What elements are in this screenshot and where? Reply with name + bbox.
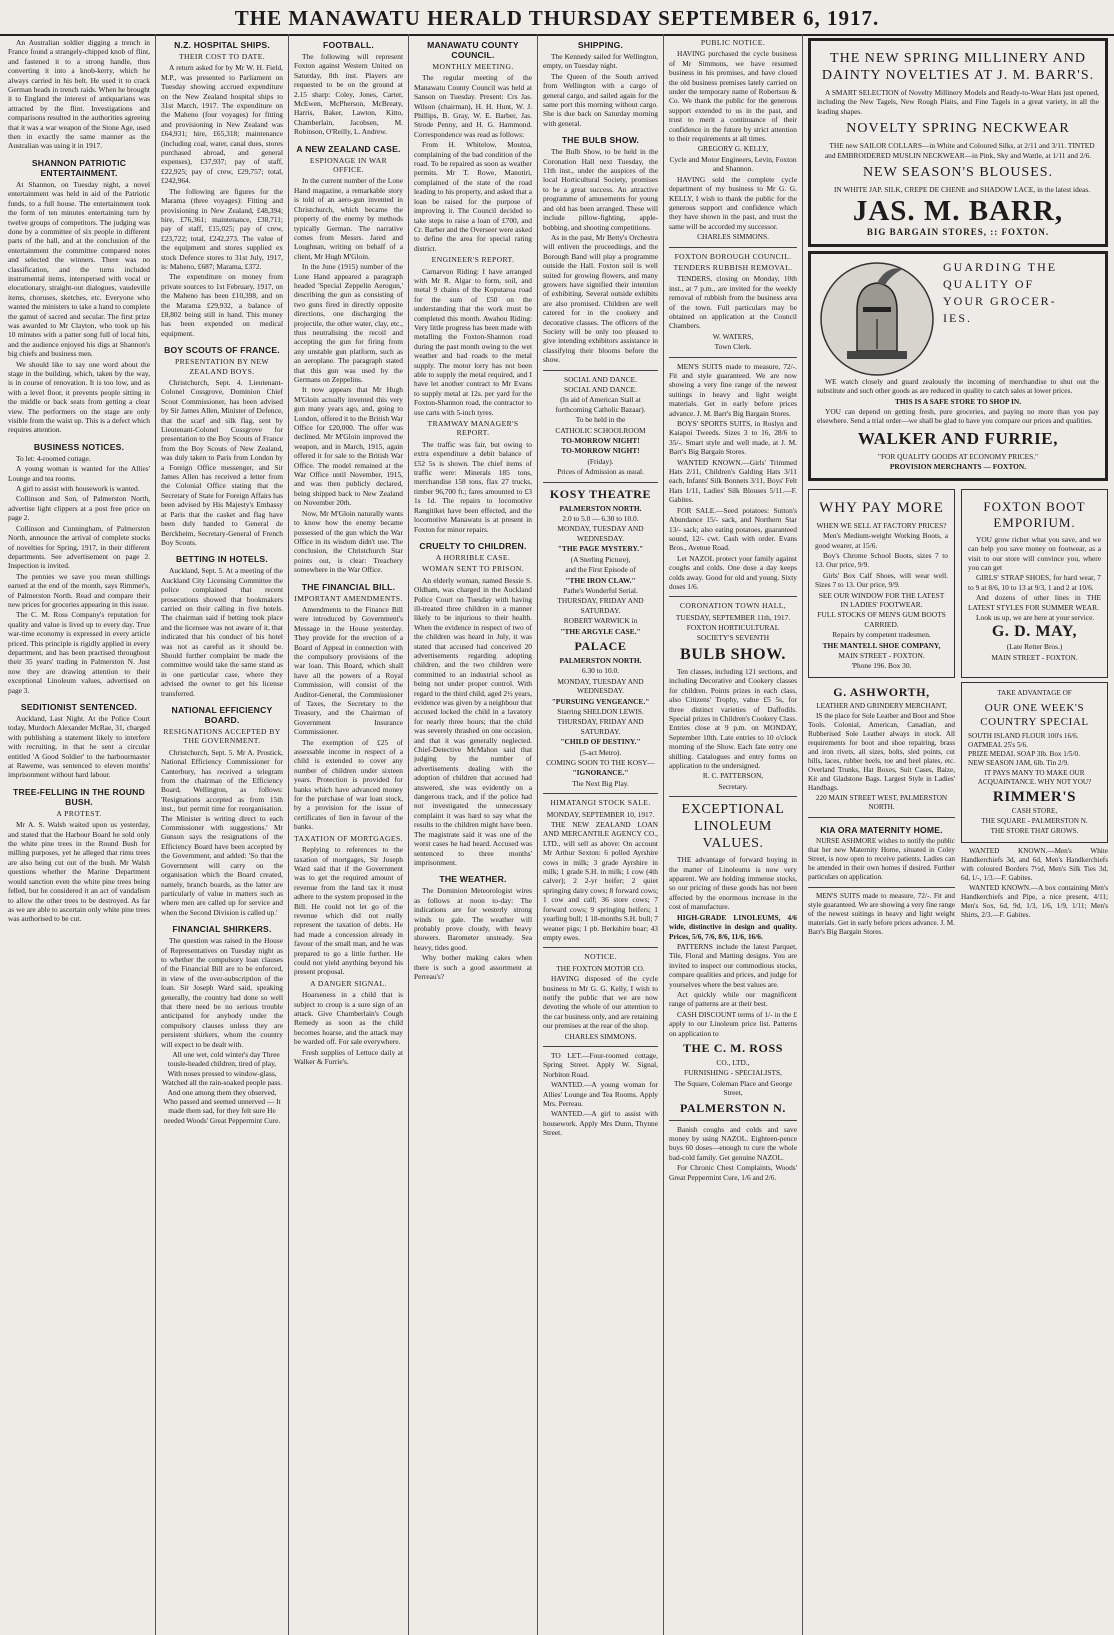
barr-text: A SMART SELECTION of Novelty Millinery Models and Ready-to-Wear Hats just opened, including the New Tagels, New Rough Plaits, and Fine Tagels in a great variety, in all the leading shapes. [817,88,1099,116]
article-text: In the current number of the Lone Hand magazine, a remarkable story is told of an aero-gun invented in Christchurch, which became the property of the enemy by methods typically German. The narrative comes from Messrs. Jared and Loughnan, writing on behalf of a client, Mr Hugh M'Gloin. [294,176,403,261]
mantell-gum-boots: FULL STOCKS OF MEN'S GUM BOOTS CARRIED. [817,610,946,629]
kosy-days: MONDAY, TUESDAY AND WEDNESDAY. [557,524,644,543]
kosy-film-note: and the First Episode of [565,565,636,575]
grocer-title-line: GUARDING THE [943,259,1058,274]
mantell-address: MAIN STREET - FOXTON. [838,650,925,660]
headline-tree-felling: TREE-FELLING IN THE ROUND BUSH. [13,786,145,807]
bulb-show-hall: CORONATION TOWN HALL, [679,601,787,611]
boot-emporium-text: YOU grow richer what you save, and we can help you save money on footwear, as a visit to our store will convince you, where you can get [968,534,1101,572]
knight-helmet-icon [817,259,937,377]
article-text: Why bother making cakes when there is such a good assortment at Perreau's? [414,953,532,981]
mantell-window: SEE OUR WINDOW FOR THE LATEST IN LADIES' FOOTWEAR. [818,590,945,609]
ross-company-address: The Square, Coleman Place and George Street, [673,1078,793,1098]
article-text: From H. Whitelow, Moutoa, complaining of the bad condition of the road. To be repaired as soon as weather permits. Mr T. Rowe, Manotiri, complained of the state of the road leading to his property, and asked that a loan be raised for the purpose of improving it. The Council decided to take steps to raise a loan of £700, and Cr. Barber and the Overseer were asked to define the area for special rating district. [414,140,532,253]
notice-sub: THE FOXTON MOTOR CO. [556,963,645,973]
headline-bulb-show: THE BULB SHOW. [561,135,640,146]
barr-text: THE new SAILOR COLLARS—in White and Coloured Silks, at 2/11 and 3/11. TINTED and EMBROIDERED MUSLIN NECKWEAR—in Pink, Sky and Wattle, at 1/11 and 2/6. [824,141,1095,160]
article-text: Hoarseness in a child that is subject to croup is a sure sign of an attack. Give Chamberlain's Cough Remedy as soon as the child becomes hoarse, and the attack may be warded off. For sale everywhere. [294,990,403,1047]
mantell-item: Men's Medium-weight Working Boots, a good wearer, at 15/6. [815,531,948,550]
walker-furrie-advert [808,251,1108,481]
ad-social-text: Prices of Admission as usual. [557,467,644,477]
article-text: We should like to say one word about the stage in the building, which, taken by the way, is in course of renovation. It is too low, and as with a level floor, it prevents people sitting in the middle or back seats from getting a clear view. The performers on the stage are only visible from the waist up. This is a defect which requires attention. [8,359,150,435]
ross-company-sub: FURNISHING - SPECIALISTS, [684,1068,782,1078]
ad-social-text: To be held in the [575,415,626,425]
divider [543,1046,658,1047]
walker-furrie-trade: PROVISION MERCHANTS — FOXTON. [889,462,1027,472]
column-7 [808,38,1108,1632]
article-text: Fresh supplies of Lettuce daily at Walker & Furrie's. [294,1047,403,1067]
kosy-days: THURSDAY, FRIDAY AND SATURDAY. [557,596,644,615]
classified-ad: WANTED KNOWN.—A box containing Men's Handkerchiefs and Pipe, a nice present, 4/11; Men's Sox, 6d, 9d, 1/3, 1/6, 1/9, 1/11; Men's Shirts, 2/3.—F. Gabites. [961,883,1108,919]
bulb-show-signature: Secretary. [718,781,748,791]
subheadline-danger-signal: A DANGER SIGNAL. [310,978,387,988]
notice-signature: Town Clerk. [714,342,752,352]
divider [543,793,658,794]
mantell-item: Girls' Box Calf Shoes, will wear well. Sizes 7 to 13. Our price, 9/9. [815,570,948,590]
column-2 [161,38,283,1632]
grocer-title-line: YOUR GROCER- [943,293,1057,308]
lower-adverts-row [808,682,1108,938]
classified-ad: WANTED.—A young woman for Allies' Lounge and Tea Rooms. Apply Mrs. Perreau. [543,1080,658,1108]
headline-football: FOOTBALL. [323,40,374,50]
palace-film-note: Starring SHELDON LEWIS. [557,706,644,716]
bulb-show-signature: R. C. PATTERSON, [702,771,764,781]
classified-ad: TO LET.—Four-roomed cottage, Spring Street. Apply W. Signal, Norbiton Road. [543,1050,658,1079]
subheadline-tramway: TRAMWAY MANAGER'S REPORT. [427,419,519,438]
subheadline: A HORRIBLE CASE. [435,552,511,562]
divider [669,796,797,797]
rimmers-slogan: THE STORE THAT GROWS. [990,826,1079,835]
article-text: It now appears that Mr Hugh M'Gloin actually invented this very gun many years ago, and, going to London, offered it to the British War Office for £20,000. The offer was declined. Mr M'Gloin improved the weapon, and in March, 1915, again offered it for sale to the British War Office. The model remained at the War Office until November, 1915, and was then publicly declared, being shipped back to New Zealand on November 20th. [294,385,403,508]
grocer-title-line: QUALITY OF [943,276,1035,291]
kia-ora-text: NURSE ASHMORE wishes to notify the public that her new Maternity Home, situated in Coley Street, is now open to receive patients. Ladies can be attended in their own homes if desired. Further particulars on application. [808,836,955,881]
barr-text: IN WHITE JAP. SILK, CREPE DE CHENE and SHADOW LACE, in the latest ideas. [833,185,1091,195]
rimmers-take: TAKE ADVANTAGE OF [997,688,1072,697]
notice-text: HAVING purchased the cycle business of Mr Simmons, we have resumed business in his premises, and have closed the old business premises lately carried on under the temporary name of Robertson & Co. We thank the public for the generous support extended to us in the past, and trust to merit a continuance of their confidence in the future by strict attention to their requirements at all times. [669,49,797,144]
headline-public-notice: PUBLIC NOTICE. [700,38,766,47]
article-text: At Shannon, on Tuesday night, a novel entertainment was held in aid of the Patriotic funds, to a full house. The entertainment took the form of ten minutes entertaining turn by twelve groups of competitors. The judging was done by a committee of six people in different parts of the hall, and at the conclusion of the entertainment the committee compared notes and selected the winners. There was no classification, and the turns included instrumental items, interspersed with vocal or elocutionary, straight-out dialogues, vaudeville items, choruses, sketches, etc. Everyone who wanted the ministers to take a hand to complete the gamut of sacred and secular. The first prize was awarded to Mr Clayton, who took up his 10 minutes with a patter song full of local hits, and the audience enjoyed his digs at Shannon's big chiefs and business men. [8,179,150,359]
ashworth-sub: LEATHER AND GRINDERY MERCHANT, [816,701,947,710]
boot-emporium-advert [961,489,1108,678]
notice-signature: CHARLES SIMMONS. [564,1031,637,1041]
article-text: Carnarvon Riding: I have arranged with Mr R. Algar to form, soil, and metal 9 chains of the Koputaroa road for the sum of £50 on the understanding that the work must be completed this month. Awahou Riding: Very little progress has been made with metalling the Foxton-Shannon road during the past month owing to the wet weather and bad roads to the metal supply. The motor lorry has not been able to supply the metal required, and I have let another contract to Mr Evans to supply metal at 12s. per yard for the Foxton-Shannon road, the contractor to use carts with 5-inch tyres. [414,266,532,417]
classified-ad: Let NAZOL protect your family against coughs and colds. One dose a day keeps colds away. Good for old and young. Sixty doses 1/6. [669,553,797,591]
rimmers-item: NEW SEASON JAM, 6lb. Tin 2/9. [968,758,1069,767]
headline-financial-bill: THE FINANCIAL BILL. [301,581,396,592]
column-rule [537,34,538,1635]
notice-text: Collinson and Cunningham, of Palmerston North, announce the arrival of complete stocks of novelties for Spring, 1917, in their different departments. See advertisement on page 2. Inspection is invited. [8,523,150,571]
walker-furrie-slogan: "FOR QUALITY GOODS AT ECONOMY PRICES." [877,451,1039,461]
column-3 [294,38,403,1632]
article-text: Mr A. S. Walsh waited upon us yesterday, and stated that the Harbour Board he sold only the white pine trees in the Round Bush for milling purposes, yet he alleged that rimu trees are also being cut out of the bush. Mr Walsh questions whether the Marine Department would sanction even the white pine trees being felled, but he considered it an act of vandalism to allow the other trees to be destroyed. As far as we are able to ascertain only white pine trees was authorised to be cut. [8,820,150,924]
subheadline: A PROTEST. [56,808,102,818]
ad-social-when: TO-MORROW NIGHT! [561,446,640,456]
grocer-title-block [943,259,1057,327]
article-text: In the June (1915) number of the Lone Hand appeared a paragraph headed 'Special Zeppelin Aerogun,' describing the gun as consisting of two guns fired in directly opposite directions, one discharging the projectile, the other water, clay, etc., thus neutralising the recoil and accepting the gun for firing from any unstable gun platform, such as an aeroplane. The paragraph stated that this gun was used by the Germans on Zeppelins. [294,262,403,384]
grocer-safe-store: THIS IS A SAFE STORE TO SHOP IN. [894,396,1022,406]
column-rule [802,34,803,1635]
palace-coming: COMING SOON TO THE KOSY— [546,758,655,767]
divider [669,357,797,358]
grocer-header [817,259,1099,377]
mantell-phone: 'Phone 196. Box 30. [851,661,912,671]
notice-signature: GREGORY G. KELLY, [697,144,769,154]
article-intro: An Australian soldier digging a trench in France found a strangely-chipped knob of flint, and fastened it to a strong handle, thus converting it into a knob-kerry, which he always carried in his belt. He used it to crack German heads in trench raids. When he brought it to England the interest of antiquarians was attracted by the flint. Investigations and comparisons resulted in the authorities agreeing that it was a war weapon of the Stone Age, used then in exactly the same manner as the Australian was using it in 1917. [8,38,150,151]
notice-text: TENDERS, closing on Monday, 10th inst., at 7 p.m., are invited for the weekly removal of rubbish from the business area of the town. Full particulars may be obtained on application at the Council Chambers. [669,274,797,331]
column-5 [543,38,658,1632]
notice-text: Collinson and Son, of Palmerston North, advertise light clippers at a post free price on page 2. [8,494,150,523]
notice-text: The pennies we save you mean shillings earned at the end of the month, says Rimmer's, of Palmerston North. Read and compare their new prices for groceries appearing in this issue. [8,571,150,609]
palace-film-note: (5-act Metro). [579,747,622,757]
ashworth-address: 220 MAIN STREET WEST, PALMERSTON NORTH. [815,793,948,811]
headline-county-council: MANAWATU COUNTY COUNCIL. [427,40,519,60]
mantell-advert [808,489,955,678]
stock-sale-date: MONDAY, SEPTEMBER 10, 1917. [546,809,655,819]
verse-advert: All one wet, cold winter's day Three tousle-headed children, tired of play, With noses pressed to window-glass, Watched all the rain-soaked people pass. And one among them they observed, Who passed and seemed unnerved — It made them sad, for they felt sure He needed Woods' Great Peppermint Cure. [161,1050,283,1125]
headline-efficiency-board: NATIONAL EFFICIENCY BOARD. [171,705,273,725]
article-text: Auckland, Sept. 5. At a meeting of the Auckland City Licensing Committee the police complained that recent prosecutions showed that bookmakers carried on their calling in five hotels. The chairman said if betting took place and the licensee was not aware of it, that indicated that his conduct of his hotel was not as careful as it should be. Should further complaint be made the committee would take the same stand as in one particular case, where they advised the owner to get his license transferred. [161,566,283,698]
headline-boy-scouts: BOY SCOUTS OF FRANCE. [164,345,280,356]
mantell-item: Boy's Chrome School Boots, sizes 7 to 13. Our price, 9/9. [815,550,948,570]
rimmers-pays: IT PAYS MANY TO MAKE OUR ACQUAINTANCE. WHY NOT YOU? [977,768,1092,786]
lower-left-adverts [808,682,955,938]
notice-text: HAVING disposed of the cycle business to Mr G. G. Kelly, I wish to notify the public that we are now devoting the whole of our attention to the car business only, and are retaining our premises at the rear of the shop. [543,974,658,1031]
ad-social-title: SOCIAL AND DANCE. [563,374,638,384]
subheadline: ESPIONAGE IN WAR OFFICE. [309,155,388,175]
kosy-film: "THE IRON CLAW." [565,575,636,585]
divider [669,596,797,597]
article-text: The Bulb Show, to be held in the Coronation Hall next Tuesday, the 11th inst., under the auspices of the local Horticultural Society, promises to be a great success. An attractive programme of amusements for young and old has been arranged. These will include pillow-fighting, apple-bobbing, and shooting competitions. [543,147,658,232]
column-rule [408,34,409,1635]
article-text: The traffic was fair, but owing to extra expenditure a debit balance of £52 5s is shown. The chief items of traffic were: Minerals 185 tons, merchandise 158 tons, flax 27 trucks, timber 96,700 ft.; fares amounted to £3 1s 1d. The repairs to locomotive Rangitikei have been effected, and the locomotive Manawatu is at present in Foxton for minor repairs. [414,439,532,534]
shoe-adverts-row [808,485,1108,682]
classified-ad: Banish coughs and colds and save money by using NAZOL. Eighteen-pence buys 60 doses—enough to cure the whole bad-cold family. Get genuine NAZOL. [669,1124,797,1162]
divider [669,1120,797,1121]
barr-advert [808,38,1108,247]
headline-shipping: SHIPPING. [577,40,624,50]
divider [543,947,658,948]
subheadline: WOMAN SENT TO PRISON. [421,564,525,574]
article-text: The regular meeting of the Manawatu County Council was held at Sanson on Tuesday. Present: Crs Jas. Wilson (chairman), H. H. Hunt, W. J. Phillips, B. Gray, W. E. Barber, Jas. Strode Penny, and H. G. Hammond. Correspondence was read as follows: [414,73,532,139]
subheadline: IMPORTANT AMENDMENTS. [294,593,403,603]
ad-social-title: SOCIAL AND DANCE. [563,385,638,394]
ad-social-text: (Friday). [587,456,614,466]
headline-hospital-ships: N.Z. HOSPITAL SHIPS. [174,40,270,50]
headline-nz-case: A NEW ZEALAND CASE. [296,143,401,154]
headline-stock-sale: HIMATANGI STOCK SALE. [550,798,651,808]
barr-name: JAS. M. BARR, [852,195,1064,228]
kosy-film-note: Pathe's Wonderful Serial. [563,585,638,595]
palace-film: "PURSUING VENGEANCE." [551,696,650,706]
classified-ad: WANTED KNOWN.—Girls' Trimmed Hats 2/11, Children's Galding Hats 3/11 each, Infants' Silk Bonnets 3/11, Boys' Felt Hats 1/11, Ladies' Silk Blouses 5/11.—F. Gabites. [669,457,797,505]
notice-signature: CHARLES SIMMONS. [697,232,769,242]
article-text: Now, Mr M'Gloin naturally wants to know how the enemy became possessed of the gun which the War Office in its wisdom didn't use. The conclusion, the Christchurch Star points out, is clear: Treachery somewhere in the War Office. [294,508,403,575]
subheadline: THEIR COST TO DATE. [178,52,266,61]
article-text: The following are figures for the Marama (three voyages): Fitting and provisioning in New Zealand, £48,394; hire, £76,361; maintenance, £38,711; pay of staff, £15,025; pay of crew, £23,722; total, £242,273. The value of the equipment and stores supplied ex stock Defence stores to 31st July, 1917, is: Maheno, £687; Marama, £372. [161,186,283,271]
linoleum-text: Act quickly while our magnificent range of patterns are at their best. [669,989,797,1009]
classified-ad: MEN'S SUITS made to measure, 72/-. Fit and style guaranteed. We are showing a very fine range of the newest suitings in heavy and light weight materials. Get in early before prices advance. J. M. Barr's Big Bargain Stores. [808,891,955,936]
subheadline: MONTHLY MEETING. [432,62,514,71]
notice-text: A girl to assist with housework is wanted. [16,484,140,494]
kosy-film: "THE ARGYLE CASE." [560,626,641,636]
ashworth-text: IS the place for Sole Leather and Boot and Shoe Tools. Colonial, American, Canadian, and Rubberised Sole Leather always in stock. All requirements for boot and shoe repairing, brass and iron rivets, all sizes, bolts, sled points, cut bills, laces, rubber heels, toe and heel plates, etc. Overland Trunks, Hat Boxes, Suit Cases, Baize, Kit and Gladstone Bags. Largest Style in Ladies' Handbags. [808,711,955,792]
linoleum-text: THE advantage of forward buying in the matter of Linoleums is now very apparent. We are holding immense stocks, so our pricing of these goods has not been affected by the enormous increase in the cost of manufacture. [669,855,797,912]
bulb-show-society: FOXTON HORTICULTURAL SOCIETY'S SEVENTH [686,623,780,642]
palace-times: 6.30 to 10.0. [581,666,620,676]
may-sub: (Late Retter Bros.) [1006,642,1063,652]
notice-signature: W. WATERS, [712,331,754,341]
divider [669,247,797,248]
masthead-title: THE MANAWATU HERALD THURSDAY SEPTEMBER 6, 1917. [234,6,880,30]
headline-weather: THE WEATHER. [439,874,507,885]
subheadline: RESIGNATIONS ACCEPTED BY THE GOVERNMENT. [163,727,281,746]
headline-financial-shirkers: FINANCIAL SHIRKERS. [172,924,272,935]
article-text: The question was raised in the House of Representatives on Tuesday night as to whether the compulsory loan clauses of the Financial Bill are to be enforced, in view of the over-subscription of the loan. Sir Joseph Ward said, speaking generally, the country had done so well that there need be no serious trouble anticipated for anybody under the compulsory clauses unless they are persistent shirkers, whom the country will expect to be dealt with. [161,936,283,1049]
ross-company-city: PALMERSTON N. [679,1100,787,1115]
column-rule [288,34,289,1635]
rimmers-name: RIMMER'S [992,788,1077,805]
ashworth-name: G. ASHWORTH, [833,684,930,699]
boot-emporium-text: And dozens of other lines in THE LATEST STYLES FOR SUMMER WEAR. [968,593,1101,612]
boot-emporium-text: Look us up, we are here at your service. [976,612,1095,622]
ad-social-when: TO-MORROW NIGHT! [561,436,640,446]
column-6 [669,38,797,1632]
rimmers-item: SOUTH ISLAND FLOUR 100's 16/6. [968,731,1079,740]
column-rule [663,34,664,1635]
ad-social-venue: CATHOLIC SCHOOLROOM [555,425,646,435]
ross-company-name: THE C. M. ROSS [682,1040,784,1055]
article-text: The Dominion Meteorologist wires as follows at noon to-day: The indications are for westerly strong winds to gale. The weather will probably prove cloudy, with heavy showers. Barometer unsteady. Sea heavy, tides good. [414,886,532,952]
rimmers-advert [961,682,1108,843]
article-text: The Queen of the South arrived from Wellington with a cargo of general cargo, and sailed again for the same port this morning without cargo. She is due back on Saturday morning with general. [543,71,658,128]
grocer-text: WE watch closely and guard zealously the incoming of merchandise to shut out the substitute and such other goods as are reduced in quality to catch sales at lower prices. [817,376,1099,396]
headline-business: BUSINESS NOTICES. [33,441,125,452]
divider [543,482,658,483]
article-text: Christchurch, Sept. 5. Mr A. Prostick, National Efficiency Commissioner for Canterbury, has received a telegram from the chairman of the Efficiency Board, Wellington, as follows: 'Resignations accepted as from 15th inst., but permit time for reorganisation. The Minister is writing direct to each Commissioner with suggestions.' Mr Gunson says the resignations of the Efficiency Board have been accepted by the Government, and added: 'So that the Government will carry on the organisation which the Board created, namely, branch boards, as the latter are particularly of value in matters such as where men are called up for service and when the Second Division is called up.' [161,747,283,917]
kosy-times: 2.0 to 5.0 — 6.30 to 10.0. [562,514,639,524]
palace-days: THURSDAY, FRIDAY AND SATURDAY. [557,717,644,736]
article-text: As in the past, Mr Betty's Orchestra will enliven the proceedings, and the Borough Band will play a programme outside the Hall. Foxton soil is well suited for growing flowers, and many growers have signified their intention of exhibiting. Several outside exhibits are also promised. Children are well catered for in the cookery and decorative classes. The officers of the Society will be only too pleased to give intending exhibitors assistance in classifying their blooms before the show. [543,232,658,365]
classified-ad: For Chronic Chest Complaints, Woods' Great Peppermint Cure, 1/6 and 2/6. [669,1163,797,1182]
classified-ad: BOYS' SPORTS SUITS, in Roslyn and Kaiapoi Tweeds. Sizes 3 to 16, 28/6 to 35/-. Smart style and well made, at J. M. Barr's Big Bargain Stores. [669,419,797,457]
bulb-show-title: BULB SHOW. [680,645,786,663]
article-text: An elderly woman, named Bessie S. Oldham, was charged in the Auckland Police Court on Tuesday with having ill-treated three children in a manner likely to be injurious to their health. When the evidence in respect of two of the children was heard in July, it was stated that accused had conceived 20 advertisements regarding adopting children, and the two children were committed to an industrial school as being not under proper control. With regard to the third child, aged 2½ years, evidence was given by a neighbour that accused locked the child in a lavatory for nearly three hours; that the child was severely thrashed on one occasion, and that it was generally neglected. Chief-Detective McMahon said that judging by the number of advertisements dealing with the adoption of children that accused had answered, she was evidently on a dangerous track, and if the police had not investigated the unnecessary complaint it was hard to say what the results to the children might have been. The magistrate said it was one of the worst cases he had heard. Accused was sentenced to three months' imprisonment. [414,575,532,867]
ross-company-sub: CO., LTD., [716,1057,750,1067]
subheadline-engineer: ENGINEER'S REPORT. [431,255,515,265]
palace-coming-title: "IGNORANCE." [572,768,629,778]
palace-city: PALMERSTON NORTH. [559,655,642,665]
masthead [0,0,1114,36]
article-text: Replying to references to the taxation of mortgages, Sir Joseph Ward said that if the Government was to get the required amount of revenue from the land tax it must adhere to the system proposed in the Bill. He could not let go of the revenue which did not really represent the taxation of debts. He had made a concession already in favour of the small man, and he was prepared to go a little further. He could not yield anything beyond his present proposal. [294,845,403,977]
mantell-name: THE MANTELL SHOE COMPANY, [822,640,941,650]
article-text: A return asked for by Mr W. H. Field, M.P., was presented to Parliament on Tuesday showing accrued expenditure on the New Zealand hospital ships to 31st March, 1917. The expenditure on the Maheno (four voyages) for fitting and provisioning in New Zealand was £64,931; hire, £65,318; maintenance (including coal, water, canal dues, stores purchased abroad, and general expenses), £37,937; pay of staff, £22,925; pay of crew, £29,757; total, £242,964. [161,63,283,186]
article-text: Christchurch, Sept. 4. Lieutenant-Colonel Cossgrove, Dominion Chief Scout Commissioner, has been advised by Sir James Allen, Minister of Defence, that the scarf and silk flag, sent by Lieutenant-Colonel Cossgrove for presentation to the Boy Scouts of France from the Boy Scouts of New Zealand, was duly taken to Paris from London by a Foreign Office messenger, and Sir James Allen has received a letter from the Colonial Office stating that the Secretary of State for Foreign Affairs has been advised by His Majesty's Embassy at Paris that the casket and flag have been duly handed to General de Berckheim, Secretary-General of French Boy Scouts. [161,378,283,547]
grocer-text: YOU can depend on getting fresh, pure groceries, and paying no more than you pay elsewhere. Send a trial order—we shall be glad to have you compare our prices and qualities. [817,407,1099,426]
subheadline-mortgages: TAXATION OF MORTGAGES. [294,833,403,843]
palace-coming-note: The Next Big Play. [572,778,629,788]
rimmers-address: THE SQUARE - PALMERSTON N. [981,816,1088,825]
kia-ora-title: KIA ORA MATERNITY HOME. [820,824,943,835]
bulb-show-text: Ten classes, including 121 sections, and including Decorative and Cookery classes for children. Points prizes in each class, also Citizens' Trophy, value £5 5s, for three distinct varieties of Daffodils. Special prizes in Children's Cookery Class. Entries close at 9 p.m. on MONDAY, September 10th. Late entries to 10 o'clock morning of the Show. Each fate entry one shilling. Catalogues and entry forms on application to the undersigned. [669,666,797,771]
article-text: Amendments to the Finance Bill were introduced by Government's Message in the House yesterday. They provide for the erection of a Board of Appeal in connection with the compulsory provisions of the war loan. This Board, which shall have all the powers of a Royal Commission, will consist of the Auditor-General, the Commissioner of Taxes, the Secretary to the Treasury, and the Chairman of Government Insurance Commissioner. [294,604,403,737]
column-1 [8,38,150,1632]
barr-headline: NEW SEASON'S BLOUSES. [862,165,1054,181]
barr-stores: BIG BARGAIN STORES, :: FOXTON. [866,227,1050,238]
kosy-film-note: (A Sterling Picture), [570,554,631,564]
classified-ad: WANTED KNOWN.—Men's White Handkerchiefs 3d, and 6d, Men's Handkerchiefs with coloured Borders 7½d, Men's Silk Ties 3d, 6d, 1/-, 1/3.—F. Gabites. [961,846,1108,882]
rimmers-item: PRIZE MEDAL SOAP 3lb. Box 1/5/0. [968,749,1080,758]
boot-emporium-title: FOXTON BOOT EMPORIUM. [983,498,1086,530]
may-name: G. D. MAY, [991,623,1078,641]
notice-text: A young woman is wanted for the Allies' Lounge and tea rooms. [8,464,150,483]
article-text: Auckland, Last Night. At the Police Court today, Murdoch Alexander McRae, 31, charged with publishing a statement likely to interfere with recruiting, in that he sent a circular entitled 'A Good Soldier' to the harbourmaster at Raweme, was sentenced to eleven months' imprisonment without hard labour. [8,714,150,780]
why-pay-more-sub: WHEN WE SELL AT FACTORY PRICES? [816,520,947,530]
why-pay-more-title: WHY PAY MORE [819,499,944,516]
ad-social-text: (In aid of American Stall at forthcoming Catholic Bazaar). [555,395,646,414]
linoleum-text: PATTERNS include the latest Parquet, Tile, Floral and Matting designs. You are invited to inspect our commodious stocks, compare qualities and prices, and judge for yourselves where the best values are. [669,941,797,989]
headline-betting: BETTING IN HOTELS. [176,554,268,565]
headline-notice: NOTICE. [584,952,617,962]
headline-borough-council: FOXTON BOROUGH COUNCIL. [674,251,792,261]
boot-emporium-text: GIRLS' STRAP SHOES, for hard wear, 7 to 9 at 8/6, 10 to 13 at 9/3, 1 and 2 at 10/6. [968,573,1101,592]
column-4 [414,38,532,1632]
column-rule [155,34,156,1635]
notice-text: To let: 4-roomed cottage. [16,453,91,463]
may-address: MAIN STREET - FOXTON. [991,652,1078,662]
kosy-film-note: ROBERT WARWICK in [563,616,638,626]
linoleum-prices: HIGH-GRADE LINOLEUMS, 4/6 wide, distinctive in design and quality. Prices, 5/6, 7/6, 8/6, 11/6, 16/6. [669,912,797,941]
article-text: The Kennedy sailed for Wellington, empty, on Tuesday night. [543,52,658,71]
headline-rubbish: TENDERS RUBBISH REMOVAL. [673,262,793,272]
kosy-theatre-title: KOSY THEATRE [549,486,652,501]
notice-signature: Cycle and Motor Engineers, Levin, Foxton and Shannon. [669,154,797,174]
divider [808,887,955,888]
mantell-repairs: Repairs by competent tradesmen. [832,630,931,640]
rimmers-sub: CASH STORE, [1011,806,1058,815]
divider [808,817,955,818]
palace-days: MONDAY, TUESDAY AND WEDNESDAY. [557,676,644,696]
classified-ad: WANTED.—A girl to assist with housework. Apply Mrs Dunn, Thynne Street. [543,1109,658,1138]
bulb-show-date: TUESDAY, SEPTEMBER 11th, 1917. [675,612,791,622]
headline-sedition: SEDITIONIST SENTENCED. [20,702,138,712]
classified-ad: FOR SALE.—Seed potatoes: Sutton's Abundance 15/- sack, and Northern Star 13/- sack; also eating potatoes, guaranteed sound, 12/- cwt. Cash with order. Evans Bros., Avenue Road. [669,505,797,553]
stock-sale-text: THE NEW ZEALAND LOAN AND MERCANTILE AGENCY CO., LTD., will sell as above: On account Mr Arthur Sexton: 6 polled Ayrshire cows in milk; 3 grade Ayrshire in milk; 1 grade S.H. in milk; 1 cow (4th calver); 2 2-yr heifer; 2 quiet springing dairy cows; 8 forward cows; 1 cow and calf; 36 store cows; 7 forward cows; 9 springing heifers; 1 yearling bull; 1 18-months S.H. bull; 7 weaner pigs; 1 pb. Berkshire boar; 43 empty ewes. [543,820,658,942]
walker-furrie-name: WALKER AND FURRIE, [857,428,1059,448]
barr-headline: NOVELTY SPRING NECKWEAR [846,121,1070,137]
subheadline: PRESENTATION BY NEW ZEALAND BOYS. [174,357,270,376]
article-text: The following will represent Foxton against Western United on Saturday, 8th inst. Players are requested to be on the ground at 2.15 sharp: Coley, Jones, Carter, McEwen, McPherson, McBreaty, Harris, Baker, Lawton, Kitto, Chamberlain, Jacobsen, M. Robinson, O'Reilly, L. Andrew. [294,52,403,137]
palace-film: "CHILD OF DESTINY." [560,737,641,747]
kosy-film: "THE PAGE MYSTERY." [557,544,644,554]
notice-text: The C. M. Ross Company's reputation for quality and value is lived up to every day. True war-time economy is expressed in every article priced. This principle is rigidly applied in every department, and has been practised throughout their 35 years' trading in Palmerston N. Just now they are drawing attention to their exceptional Linoleum values, advertised on page 3. [8,610,150,695]
lower-right-adverts [961,682,1108,938]
article-text: The exemption of £25 of assessable income in respect of a child is extended to cover any number of children under sixteen years. Protection is provided for banks which have advanced money for the purchase of war loan stock, by a provision for the issue of certificates of lien in favour of the banks. [294,737,403,832]
grocer-title-line: IES. [943,310,972,325]
rimmers-special: OUR ONE WEEK'S COUNTRY SPECIAL [980,701,1089,728]
classified-ad: MEN'S SUITS made to measure, 72/-. Fit and style guaranteed. We are now showing a very fine range of the newest suitings in heavy and light weight materials. Get in early before prices advance. J. M. Barr's Big Bargain Stores. [669,361,797,418]
linoleum-text: CASH DISCOUNT terms of 1/- in the £ apply to our Linoleum price list. Patterns on application to [669,1009,797,1038]
divider [543,370,658,371]
article-text: The expenditure on money from private sources to 1st February, 1917, on the Maheno has been £10,398, and on the Marama £29,932, a balance of £8,802 being still in hand. This money has been expended on medical equipment. [161,272,283,338]
palace-title: PALACE [574,638,627,653]
headline-cruelty: CRUELTY TO CHILDREN. [419,540,527,551]
rimmers-item: OATMEAL 25's 5/6. [968,740,1028,749]
notice-text: HAVING sold the complete cycle department of my business to Mr G. G. KELLY, I wish to thank the public for the generous support and confidence which they have shown in the past, and trust the same will be accorded my successor. [669,174,797,231]
barr-headline: THE NEW SPRING MILLINERY AND DAINTY NOVELTIES AT J. M. BARR'S. [821,51,1095,83]
kosy-city: PALMERSTON NORTH. [559,503,642,513]
headline-shannon: SHANNON PATRIOTIC ENTERTAINMENT. [31,157,127,178]
linoleum-title: EXCEPTIONAL LINOLEUM VALUES. [681,802,785,852]
